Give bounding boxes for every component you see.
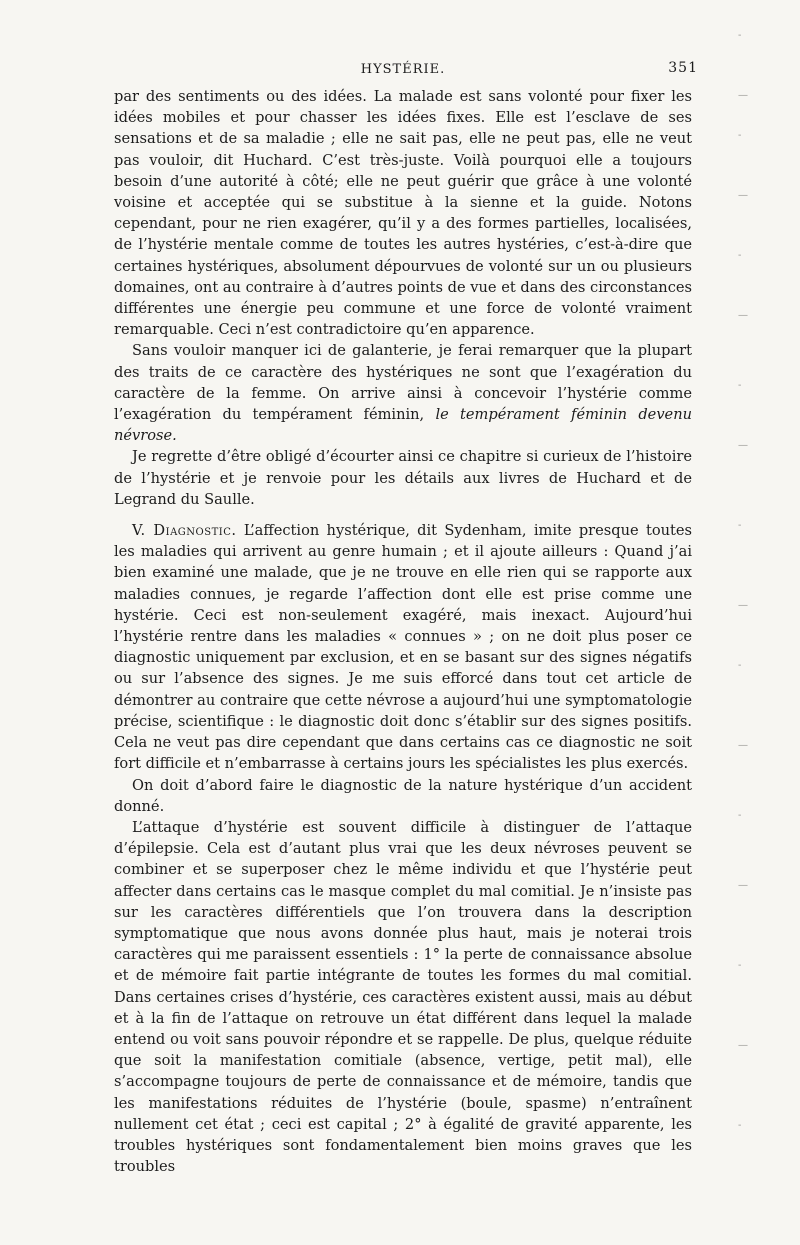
paragraph-1: par des sentiments ou des idées. La malade est sans volonté pour fixer les idées mobiles et pour chasser les idées fixes. Elle est l’esclave de ses sensations et de sa maladie ; elle ne sait pas, elle ne peut pas, elle ne veut pas vouloir, dit Huchard. C’est très-juste. Voilà pourquoi elle a toujours besoin d’une autorité à côté; elle ne peut guérir que grâce à une volonté voisine et acceptée qui se substitue à la sienne et la guide. Notons cependant, pour ne rien exagérer, qu’il y a des formes partielles, localisées, de l’hystérie mentale comme de toutes les autres hystéries, c’est-à-dire que certaines hystériques, absolument dépourvues de volonté sur un ou plusieurs domaines, ont au contraire à d’autres points de vue et dans des circonstances différentes une énergie peu commune et une force de volonté vraiment remarquable. Ceci n’est contradictoire qu’en apparence. <box>114 88 692 339</box>
paragraph-4-text: L’affection hystérique, dit Sydenham, imite presque toutes les maladies qui arrivent au genre humain ; et il ajoute ailleurs : Quand j’ai bien examiné une malade, que je ne trouve en elle rien qui se rapporte aux maladies connues, je regarde l’affection dont elle est prise comme une hystérie. Ceci est non-seulement exagéré, mais inexact. Aujourd’hui l’hystérie rentre dans les maladies « connues » ; on ne doit plus poser ce diagnostic uniquement par exclusion, et en se basant sur des signes négatifs ou sur l’absence des signes. Je me suis efforcé dans tout cet article de démontrer au contraire que cette névrose a aujourd’hui une symptomatologie précise, scientifique : le diagnostic doit donc s’établir sur des signes positifs. Cela ne veut pas dire cependant que dans certains cas ce diagnostic ne soit fort difficile et n’embarrasse à certains jours les spécialistes les plus exercés. <box>114 522 692 773</box>
scan-margin-marks: - — - — - — - — - — - — - — - — - <box>738 30 748 1131</box>
paragraph-3: Je regrette d’être obligé d’écourter ainsi ce chapitre si curieux de l’histoire de l’hystérie et je renvoie pour les détails aux livres de Huchard et de Legrand du Saulle. <box>114 448 692 508</box>
paragraph-2-text: Sans vouloir manquer ici de galanterie, je ferai remarquer que la plupart des traits de ce caractère des hystériques ne sont que l’exagération du caractère de la femme. On arrive ainsi à concevoir l’hystérie comme l’exagération du tempérament féminin, <box>114 342 692 424</box>
running-title: HYSTÉRIE. <box>360 62 446 77</box>
book-page <box>114 60 698 1177</box>
paragraph-6: L’attaque d’hystérie est souvent difficile à distinguer de l’attaque d’épilepsie. Cela est d’autant plus vrai que les deux névroses peuvent se combiner et se superposer chez le même individu et que l’hystérie peut affecter dans certains cas le masque complet du mal comitial. Je n’insiste pas sur les caractères différentiels que l’on trouvera dans la description symptomatique que nous avons donnée plus haut, mais je noterai trois caractères qui me paraissent essentiels : 1° la perte de connaissance absolue et de mémoire fait partie intégrante de toutes les formes du mal comitial. Dans certaines crises d’hystérie, ces caractères existent aussi, mais au début et à la fin de l’attaque on retrouve un état différent dans lequel la malade entend ou voit sans pouvoir répondre et se rappelle. De plus, quelque réduite que soit la manifestation comitiale (absence, vertige, petit mal), elle s’accompagne toujours de perte de connaissance et de mémoire, tandis que les manifestations réduites de l’hystérie (boule, spasme) n’entraînent nullement cet état ; ceci est capital ; 2° à égalité de gravité apparente, les troubles hystériques sont fondamentalement bien moins graves que les troubles <box>114 818 692 1176</box>
section-heading: V. Diagnostic. <box>132 522 237 540</box>
paragraph-2 <box>114 340 692 446</box>
paragraph-2-italic: le tempérament féminin devenu névrose. <box>114 406 692 445</box>
paragraph-4 <box>114 520 692 774</box>
body-text <box>114 86 692 1177</box>
paragraph-5: On doit d’abord faire le diagnostic de la nature hystérique d’un accident donné. <box>114 776 692 815</box>
page-number: 351 <box>668 60 698 76</box>
page-header <box>114 60 698 86</box>
